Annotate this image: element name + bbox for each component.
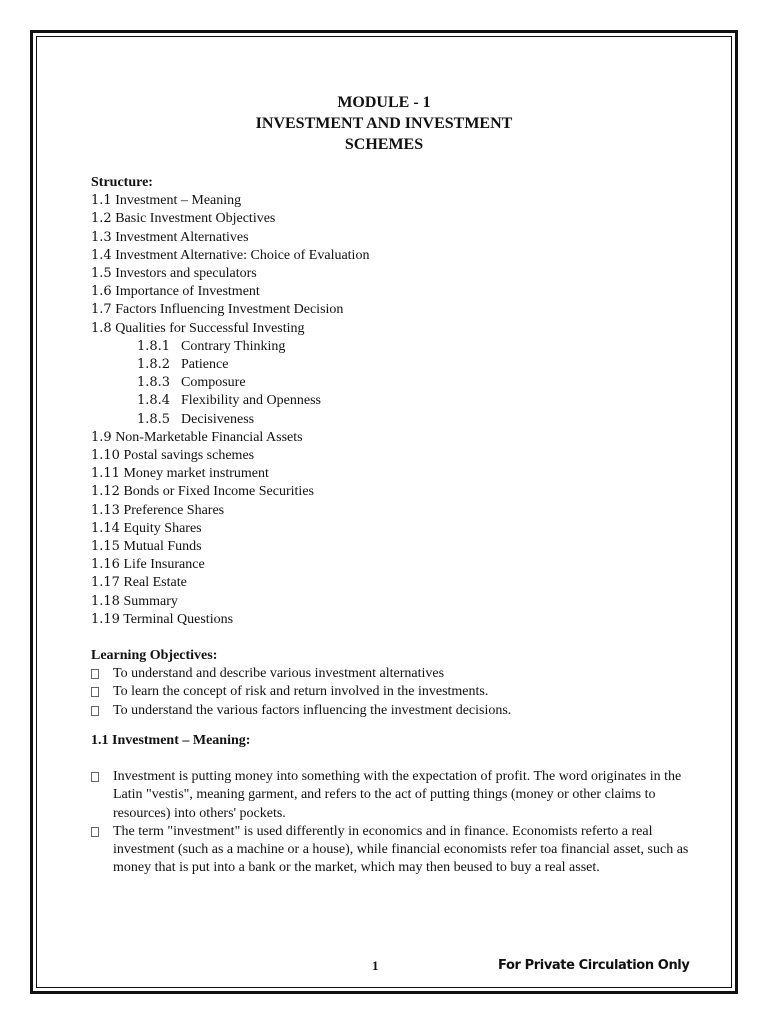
toc-text: Real Estate xyxy=(119,575,187,591)
paragraph xyxy=(91,768,691,823)
toc-sub-text: Composure xyxy=(181,375,246,391)
toc-num: 1.12 xyxy=(91,484,120,500)
objective-text: To learn the concept of risk and return involved in the investments. xyxy=(113,684,489,700)
toc-item xyxy=(91,502,691,520)
toc-text: Basic Investment Objectives xyxy=(111,211,276,227)
toc-num: 1.11 xyxy=(91,466,120,482)
title-line-2: INVESTMENT AND INVESTMENT xyxy=(255,115,513,132)
page-number: 1 xyxy=(372,958,379,973)
toc-num: 1.16 xyxy=(91,557,120,573)
toc-item xyxy=(91,283,691,301)
toc-num: 1.5 xyxy=(91,266,112,282)
toc-num: 1.14 xyxy=(91,520,120,536)
toc-subitem xyxy=(91,411,691,429)
toc-sub-text: Patience xyxy=(181,357,229,373)
toc-item xyxy=(91,574,691,592)
toc-sub-text: Contrary Thinking xyxy=(181,338,286,354)
toc-item xyxy=(91,465,691,483)
paragraph-text: The term "investment" is used differently in economics and in finance. Economists referto a real investment (such as a machine or a house), while financial economists refer toa financial asset, such as money that is put into a bank or the market, which may then beused to buy a real asset. xyxy=(113,823,689,876)
toc-item xyxy=(91,301,691,319)
toc-text: Investors and speculators xyxy=(111,266,257,282)
toc-sub-num: 1.8.2 xyxy=(137,357,171,373)
toc-item xyxy=(91,520,691,538)
toc-sub-num: 1.8.4 xyxy=(137,393,171,409)
toc-item xyxy=(91,229,691,247)
toc-num: 1.6 xyxy=(91,284,112,300)
toc-num: 1.15 xyxy=(91,539,120,555)
toc-num: 1.9 xyxy=(91,429,112,445)
module-title xyxy=(0,92,768,155)
toc-text: Investment Alternative: Choice of Evaluation xyxy=(111,247,370,263)
toc-text: Life Insurance xyxy=(119,557,205,573)
toc-item xyxy=(91,593,691,611)
footer-note: For Private Circulation Only xyxy=(498,958,690,973)
toc-text: Equity Shares xyxy=(119,520,202,536)
toc-text: Money market instrument xyxy=(119,466,269,482)
title-line-1: MODULE - 1 xyxy=(337,94,431,111)
list-item xyxy=(91,702,691,720)
list-item xyxy=(91,683,691,701)
objective-text: To understand and describe various investment alternatives xyxy=(113,666,445,682)
toc-subitem xyxy=(91,374,691,392)
toc-text: Postal savings schemes xyxy=(119,448,255,464)
toc-num: 1.3 xyxy=(91,229,112,245)
toc-sub-num: 1.8.5 xyxy=(137,411,171,427)
toc-num: 1.4 xyxy=(91,247,112,263)
toc-text: Non-Marketable Financial Assets xyxy=(111,429,303,445)
section-paragraphs xyxy=(91,768,691,877)
toc-num: 1.18 xyxy=(91,593,120,609)
toc-item xyxy=(91,265,691,283)
toc-text: Summary xyxy=(119,593,178,609)
bullet-box-icon xyxy=(91,706,99,716)
objectives-heading: Learning Objectives: xyxy=(91,648,218,664)
toc-sub-text: Decisiveness xyxy=(181,411,255,427)
toc-text: Investment Alternatives xyxy=(111,229,249,245)
page-content xyxy=(91,174,691,877)
toc-text: Qualities for Successful Investing xyxy=(111,320,305,336)
toc-num: 1.19 xyxy=(91,611,120,627)
bullet-box-icon xyxy=(91,827,99,837)
toc-text: Mutual Funds xyxy=(119,539,202,555)
toc-num: 1.13 xyxy=(91,502,120,518)
toc-item xyxy=(91,320,691,338)
toc-sub-num: 1.8.1 xyxy=(137,338,171,354)
toc-item xyxy=(91,247,691,265)
toc-item xyxy=(91,429,691,447)
title-line-3: SCHEMES xyxy=(344,136,424,153)
toc-item xyxy=(91,611,691,629)
toc-text: Bonds or Fixed Income Securities xyxy=(119,484,314,500)
toc-item xyxy=(91,483,691,501)
toc-num: 1.7 xyxy=(91,302,112,318)
toc-item xyxy=(91,556,691,574)
objective-text: To understand the various factors influencing the investment decisions. xyxy=(113,702,512,718)
toc-text: Factors Influencing Investment Decision xyxy=(111,302,344,318)
list-item xyxy=(91,665,691,683)
structure-list xyxy=(91,192,691,629)
toc-text: Terminal Questions xyxy=(119,611,234,627)
bullet-box-icon xyxy=(91,687,99,697)
toc-item xyxy=(91,447,691,465)
bullet-box-icon xyxy=(91,669,99,679)
toc-subitem xyxy=(91,338,691,356)
toc-subitem xyxy=(91,356,691,374)
paragraph-text: Investment is putting money into something with the expectation of profit. The word originates in the Latin "vestis", meaning garment, and refers to the act of putting things (money or other claims to resources) into others' pockets. xyxy=(113,769,682,821)
toc-item xyxy=(91,538,691,556)
toc-sub-num: 1.8.3 xyxy=(137,375,171,391)
objectives-list xyxy=(91,665,691,720)
toc-text: Importance of Investment xyxy=(111,284,260,300)
toc-text: Investment – Meaning xyxy=(111,193,242,209)
toc-num: 1.10 xyxy=(91,448,120,464)
toc-sub-text: Flexibility and Openness xyxy=(181,393,321,409)
toc-subitem xyxy=(91,392,691,410)
toc-item xyxy=(91,210,691,228)
toc-num: 1.17 xyxy=(91,575,120,591)
toc-num: 1.1 xyxy=(91,193,112,209)
paragraph xyxy=(91,823,691,878)
toc-num: 1.2 xyxy=(91,211,112,227)
section-heading: 1.1 Investment – Meaning: xyxy=(91,732,251,748)
toc-text: Preference Shares xyxy=(119,502,225,518)
toc-item xyxy=(91,192,691,210)
toc-num: 1.8 xyxy=(91,320,112,336)
structure-heading: Structure: xyxy=(91,175,153,190)
bullet-box-icon xyxy=(91,772,99,782)
